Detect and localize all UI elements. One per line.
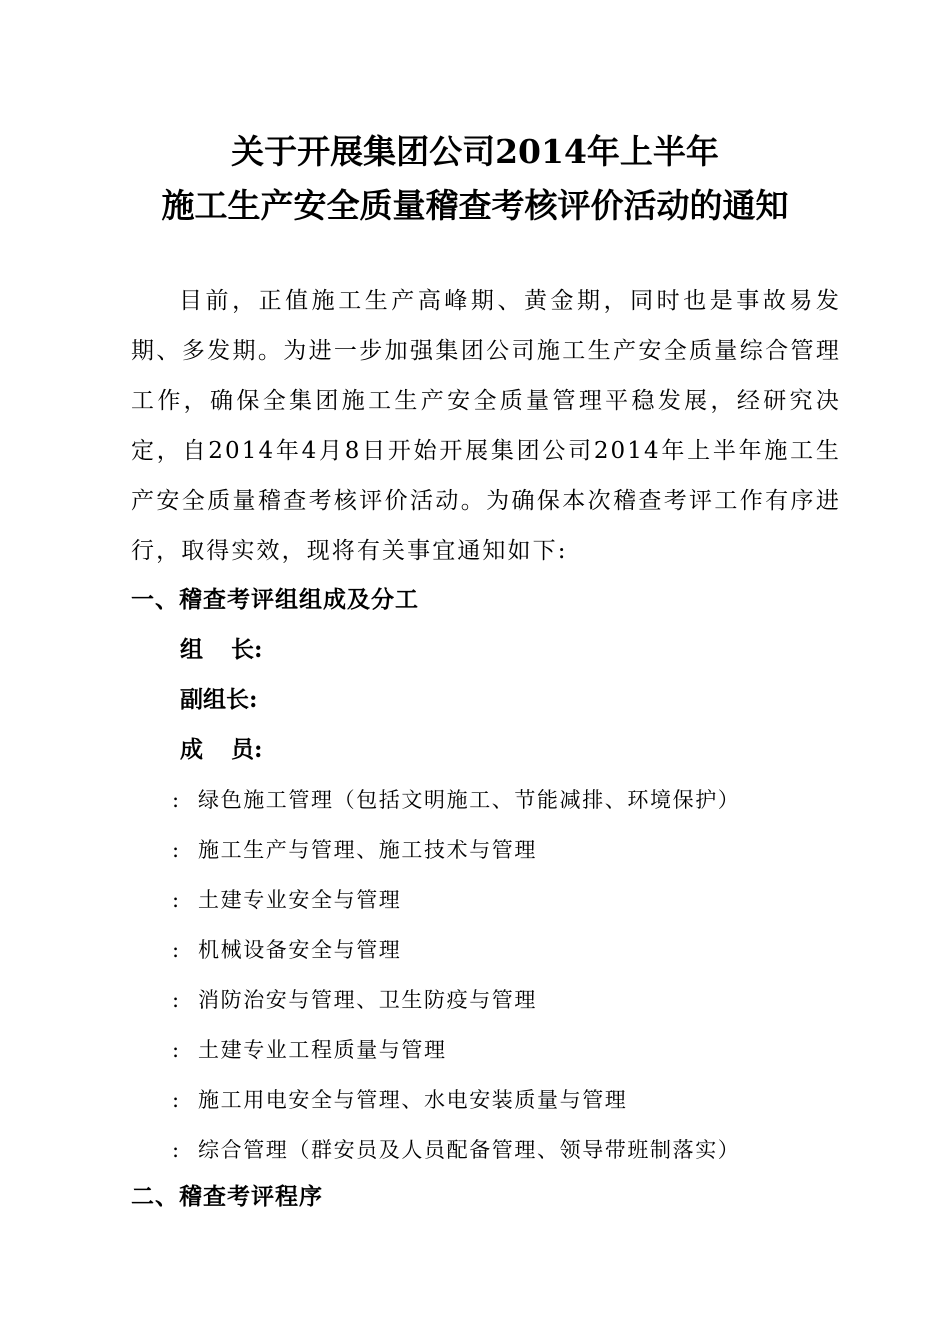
- document-title-line-1: 关于开展集团公司2014年上半年: [231, 132, 719, 171]
- document-title-line-2: 施工生产安全质量稽查考核评价活动的通知: [161, 186, 789, 225]
- duty-item: [172, 1085, 627, 1115]
- duty-text: 综合管理（群安员及人员配备管理、领导带班制落实）: [198, 1138, 741, 1162]
- role-deputy: 副组长:: [180, 686, 258, 713]
- role-member-rest: 员:: [231, 736, 263, 763]
- duty-colon: :: [172, 1038, 181, 1062]
- duty-colon: :: [172, 1138, 181, 1162]
- duty-text: 施工生产与管理、施工技术与管理: [198, 838, 537, 862]
- section-heading-2: 二、稽查考评程序: [131, 1183, 323, 1210]
- section-heading-1: 一、稽查考评组组成及分工: [131, 586, 419, 613]
- duty-item: [172, 1135, 740, 1165]
- duty-colon: :: [172, 938, 181, 962]
- duty-item: [172, 835, 537, 865]
- role-leader-rest: 长:: [231, 636, 263, 663]
- duty-colon: :: [172, 888, 181, 912]
- duty-item: [172, 785, 740, 815]
- duty-colon: :: [172, 988, 181, 1012]
- duty-text: 土建专业工程质量与管理: [198, 1038, 447, 1062]
- duty-colon: :: [172, 788, 181, 812]
- duty-text: 绿色施工管理（包括文明施工、节能减排、环境保护）: [198, 788, 741, 812]
- duty-item: [172, 1035, 447, 1065]
- duty-item: [172, 935, 401, 965]
- duty-item: [172, 985, 537, 1015]
- role-member-prefix: 成: [180, 736, 231, 763]
- duty-colon: :: [172, 1088, 181, 1112]
- duty-text: 机械设备安全与管理: [198, 938, 402, 962]
- role-leader: [180, 635, 263, 665]
- duty-text: 土建专业安全与管理: [198, 888, 402, 912]
- duty-item: [172, 885, 401, 915]
- duty-colon: :: [172, 838, 181, 862]
- duty-text: 施工用电安全与管理、水电安装质量与管理: [198, 1088, 628, 1112]
- role-member: [180, 735, 263, 765]
- duty-text: 消防治安与管理、卫生防疫与管理: [198, 988, 537, 1012]
- role-leader-prefix: 组: [180, 636, 231, 663]
- intro-paragraph: 目前，正值施工生产高峰期、黄金期，同时也是事故易发期、多发期。为进一步加强集团公司施工生产安全质量综合管理工作，确保全集团施工生产安全质量管理平稳发展，经研究决定，自2014年4月8日开始开展集团公司2014年上半年施工生产安全质量稽查考核评价活动。为确保本次稽查考评工作有序进行，取得实效，现将有关事宜通知如下:: [131, 288, 841, 564]
